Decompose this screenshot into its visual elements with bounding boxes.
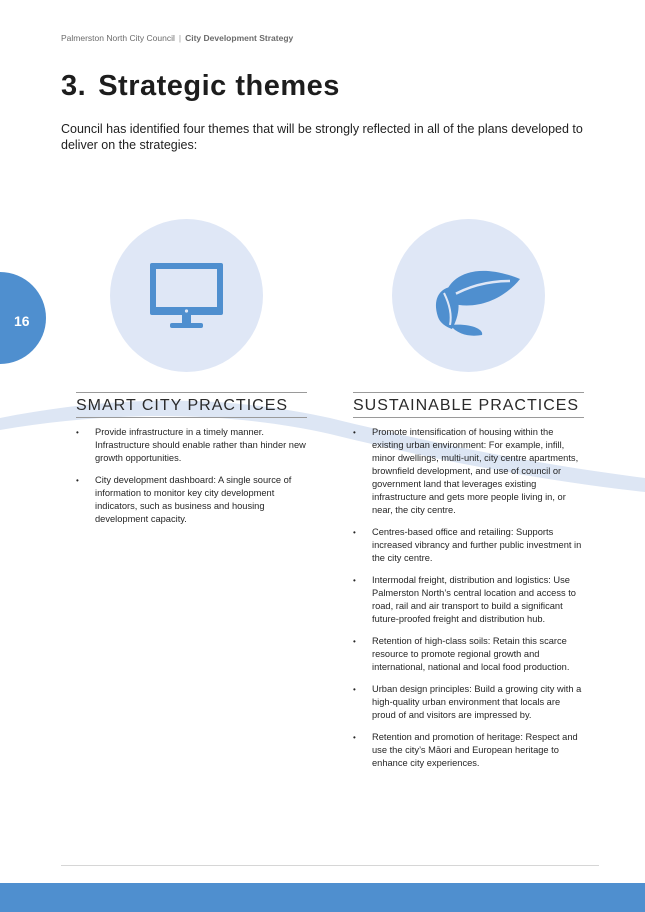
list-item: • Retention of high-class soils: Retain this scarce resource to promote regional growth and international, national and local food production. — [353, 635, 584, 674]
footer-divider — [61, 865, 599, 866]
section-number: 3. — [61, 70, 87, 102]
page-number: 16 — [14, 313, 30, 329]
list-item: • Centres-based office and retailing: Supports increased vibrancy and further public investment in the city centre. — [353, 526, 584, 565]
sustainable-column — [353, 392, 584, 779]
sustainable-heading: SUSTAINABLE PRACTICES — [353, 392, 584, 418]
list-item: • Retention and promotion of heritage: Respect and use the city’s Māori and European heritage to enhance city experiences. — [353, 731, 584, 770]
smart-city-icon-circle — [110, 219, 263, 372]
list-item: • Intermodal freight, distribution and logistics: Use Palmerston North’s central location and access to road, rail and air transport to build a significant future-proofed freight and distribution hub. — [353, 574, 584, 626]
leaf-icon — [392, 219, 545, 372]
list-item: • City development dashboard: A single source of information to monitor key city development indicators, such as business and housing development capacity. — [76, 474, 307, 526]
section-title: Strategic themes — [98, 70, 340, 102]
smart-city-bullet-list — [76, 426, 307, 526]
monitor-icon — [110, 219, 263, 372]
running-header — [61, 33, 293, 43]
footer-band — [0, 883, 645, 912]
list-item: • Provide infrastructure in a timely manner. Infrastructure should enable rather than hinder new growth opportunities. — [76, 426, 307, 465]
sustainable-bullet-list — [353, 426, 584, 770]
header-document-title: City Development Strategy — [185, 33, 294, 43]
header-separator: | — [178, 33, 182, 43]
header-org: Palmerston North City Council — [61, 33, 175, 43]
smart-city-heading: SMART CITY PRACTICES — [76, 392, 307, 418]
list-item: • Promote intensification of housing within the existing urban environment: For example, infill, minor dwellings, multi-unit, city centre apartments, brownfield development, and use of council or government land that leverages existing infrastructure and gets more people living in, or near, the city centre. — [353, 426, 584, 517]
page-title — [61, 70, 340, 103]
smart-city-column — [76, 392, 307, 535]
intro-paragraph: Council has identified four themes that will be strongly reflected in all of the plans developed to deliver on the strategies: — [61, 122, 583, 152]
sustainable-icon-circle — [392, 219, 545, 372]
list-item: • Urban design principles: Build a growing city with a high-quality urban environment that locals are proud of and visitors are impressed by. — [353, 683, 584, 722]
